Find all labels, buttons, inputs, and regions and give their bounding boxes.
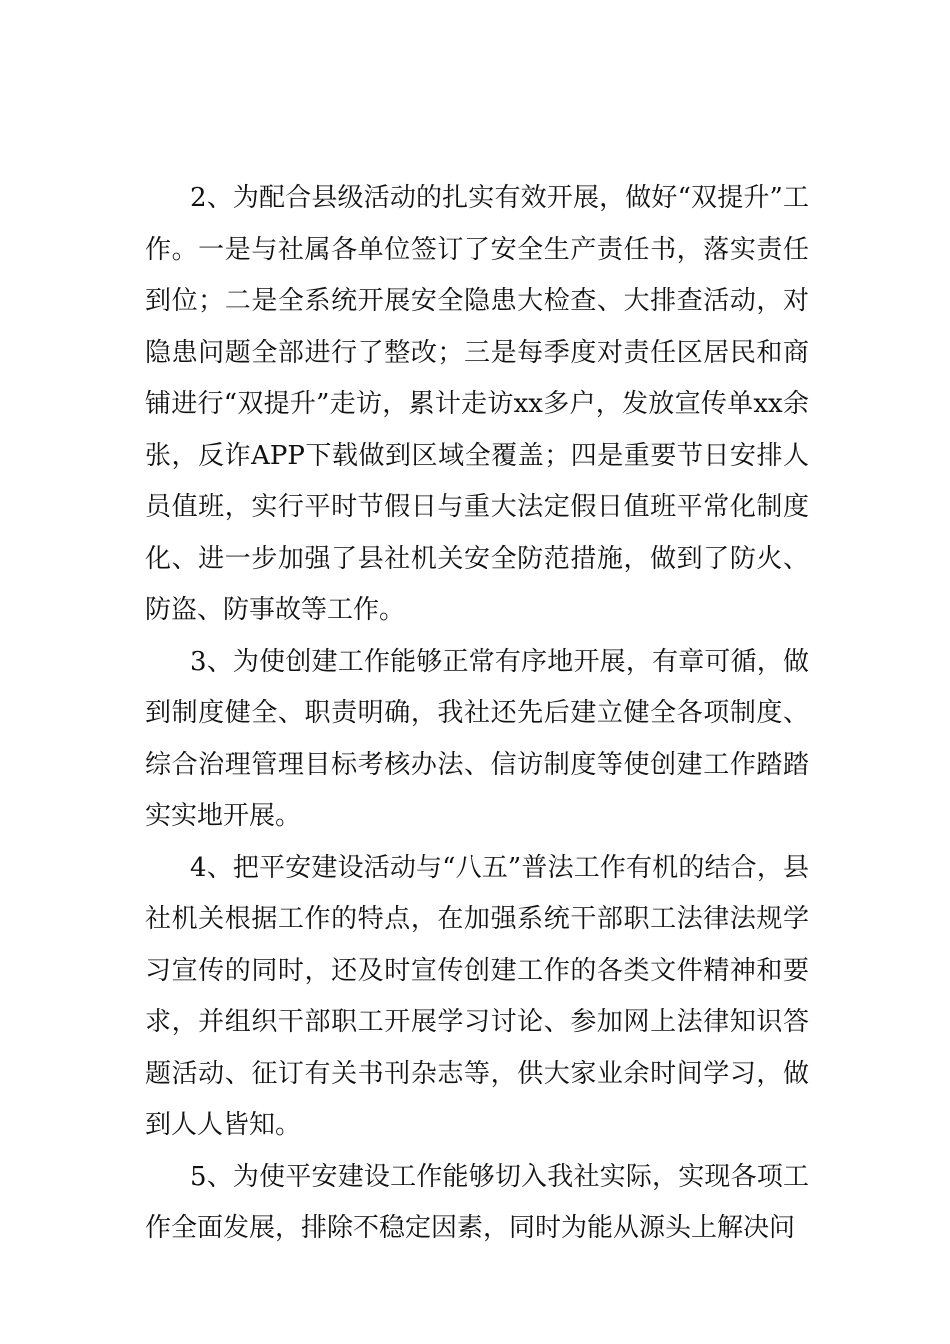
paragraph-item-4: 4、把平安建设活动与“八五”普法工作有机的结合，县社机关根据工作的特点，在加强系统干部职工法律法规学习宣传的同时，还及时宣传创建工作的各类文件精神和要求，并组织干部职工开展学习讨论、参加网上法律知识答题活动、征订有关书刊杂志等，供大家业余时间学习，做到人人皆知。 <box>145 852 809 1140</box>
document-body <box>145 173 809 1255</box>
paragraph-item-5: 5、为使平安建设工作能够切入我社实际，实现各项工作全面发展，排除不稳定因素，同时为能从源头上解决问 <box>145 1161 809 1243</box>
paragraph-item-3: 3、为使创建工作能够正常有序地开展，有章可循，做到制度健全、职责明确，我社还先后建立健全各项制度、综合治理管理目标考核办法、信访制度等使创建工作踏踏实实地开展。 <box>145 646 809 831</box>
paragraph-item-2: 2、为配合县级活动的扎实有效开展，做好“双提升”工作。一是与社属各单位签订了安全生产责任书，落实责任到位；二是全系统开展安全隐患大检查、大排查活动，对隐患问题全部进行了整改；三是每季度对责任区居民和商铺进行“双提升”走访，累计走访xx多户，发放宣传单xx余张，反诈APP下载做到区域全覆盖；四是重要节日安排人员值班，实行平时节假日与重大法定假日值班平常化制度化、进一步加强了县社机关安全防范措施，做到了防火、防盗、防事故等工作。 <box>145 183 809 625</box>
